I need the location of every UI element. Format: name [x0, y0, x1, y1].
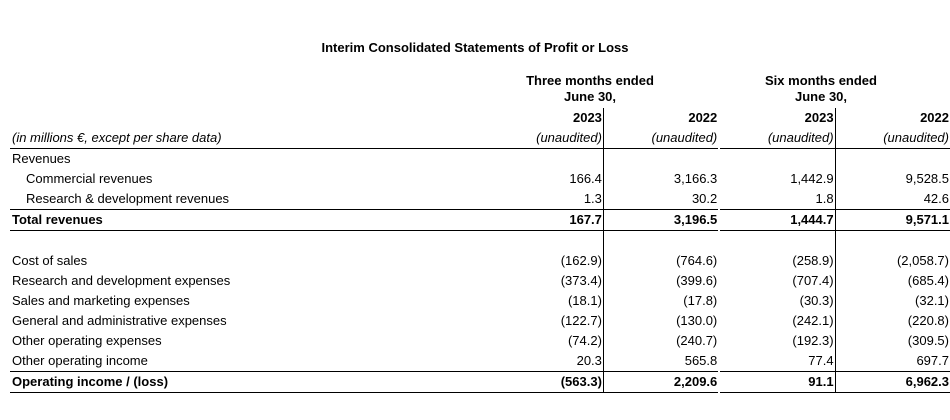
value-cell: (130.0): [676, 313, 718, 328]
value-cell: (30.3): [720, 291, 835, 311]
value-cell: [603, 149, 718, 170]
row-label: Research & development revenues: [26, 191, 230, 206]
operating-income-row: [10, 372, 950, 393]
value-cell: 3,196.5: [603, 210, 718, 231]
value-cell: (764.6): [676, 253, 718, 268]
period-header-three-months: [476, 73, 704, 105]
value-cell: 2,209.6: [603, 372, 718, 393]
value-cell: 1,444.7: [720, 210, 835, 231]
value-cell: (2,058.7): [896, 253, 949, 268]
value-cell: 20.3: [489, 351, 604, 372]
row-label: Research and development expenses: [12, 273, 231, 288]
value-cell: [835, 149, 950, 170]
value-cell: (18.1): [489, 291, 604, 311]
value-cell: 697.7: [916, 353, 949, 368]
value-cell: (17.8): [683, 293, 718, 308]
table-row: [10, 291, 950, 311]
value-cell: 42.6: [923, 191, 949, 206]
audit-label: (unaudited): [720, 128, 835, 149]
value-cell: (258.9): [720, 251, 835, 271]
year-cell: 2023: [489, 108, 604, 128]
table-row: [10, 149, 950, 170]
value-cell: (220.8): [907, 313, 949, 328]
profit-loss-table: [10, 108, 950, 393]
year-cell: 2022: [920, 110, 949, 125]
value-cell: 1,442.9: [720, 169, 835, 189]
row-label: Sales and marketing expenses: [12, 293, 190, 308]
value-cell: (74.2): [489, 331, 604, 351]
audit-label: (unaudited): [603, 128, 718, 149]
year-header-row: [10, 108, 950, 128]
value-cell: (162.9): [489, 251, 604, 271]
value-cell: (122.7): [489, 311, 604, 331]
period-header-six-months: [707, 73, 935, 105]
value-cell: 565.8: [684, 353, 718, 368]
row-label: Cost of sales: [12, 253, 88, 268]
value-cell: (192.3): [720, 331, 835, 351]
value-cell: (240.7): [676, 333, 718, 348]
value-cell: (685.4): [907, 273, 949, 288]
value-cell: 9,528.5: [905, 171, 949, 186]
period-header-line2: June 30,: [794, 89, 848, 104]
value-cell: 166.4: [489, 169, 604, 189]
period-header-line1: Three months ended: [526, 73, 654, 88]
value-cell: (32.1): [915, 293, 949, 308]
value-cell: 77.4: [720, 351, 835, 372]
statement-title: Interim Consolidated Statements of Profit or Loss: [321, 40, 629, 55]
row-label: Commercial revenues: [26, 171, 153, 186]
total-revenues-row: [10, 210, 950, 231]
value-cell: 30.2: [691, 191, 718, 206]
audit-label: (unaudited): [489, 128, 604, 149]
value-cell: 1.8: [720, 189, 835, 210]
spacer-row: [10, 231, 950, 252]
unaudited-header-row: [10, 128, 950, 149]
value-cell: 9,571.1: [835, 210, 950, 231]
table-row: [10, 331, 950, 351]
table-row: [10, 311, 950, 331]
unit-label: (in millions €, except per share data): [10, 128, 489, 149]
row-label: Total revenues: [10, 210, 489, 231]
value-cell: 91.1: [720, 372, 835, 393]
row-label: Operating income / (loss): [10, 372, 489, 393]
table-row: [10, 169, 950, 189]
value-cell: [720, 149, 835, 170]
row-label: [10, 108, 489, 128]
value-cell: 1.3: [489, 189, 604, 210]
table-row: [10, 251, 950, 271]
period-header-line1: Six months ended: [765, 73, 877, 88]
table-row: [10, 189, 950, 210]
value-cell: (242.1): [720, 311, 835, 331]
value-cell: 6,962.3: [835, 372, 950, 393]
audit-label: (unaudited): [835, 128, 950, 149]
table-row: [10, 351, 950, 372]
value-cell: 167.7: [489, 210, 604, 231]
row-label: Other operating expenses: [12, 333, 162, 348]
table-row: [10, 271, 950, 291]
year-cell: 2022: [688, 110, 718, 125]
row-label: Other operating income: [12, 353, 148, 368]
value-cell: (399.6): [676, 273, 718, 288]
row-label: General and administrative expenses: [12, 313, 227, 328]
value-cell: [489, 149, 604, 170]
value-cell: 3,166.3: [673, 171, 718, 186]
year-cell: 2023: [720, 108, 835, 128]
row-label: Revenues: [12, 151, 71, 166]
period-header-line2: June 30,: [563, 89, 617, 104]
value-cell: (707.4): [720, 271, 835, 291]
value-cell: (309.5): [907, 333, 949, 348]
value-cell: (563.3): [489, 372, 604, 393]
value-cell: (373.4): [489, 271, 604, 291]
